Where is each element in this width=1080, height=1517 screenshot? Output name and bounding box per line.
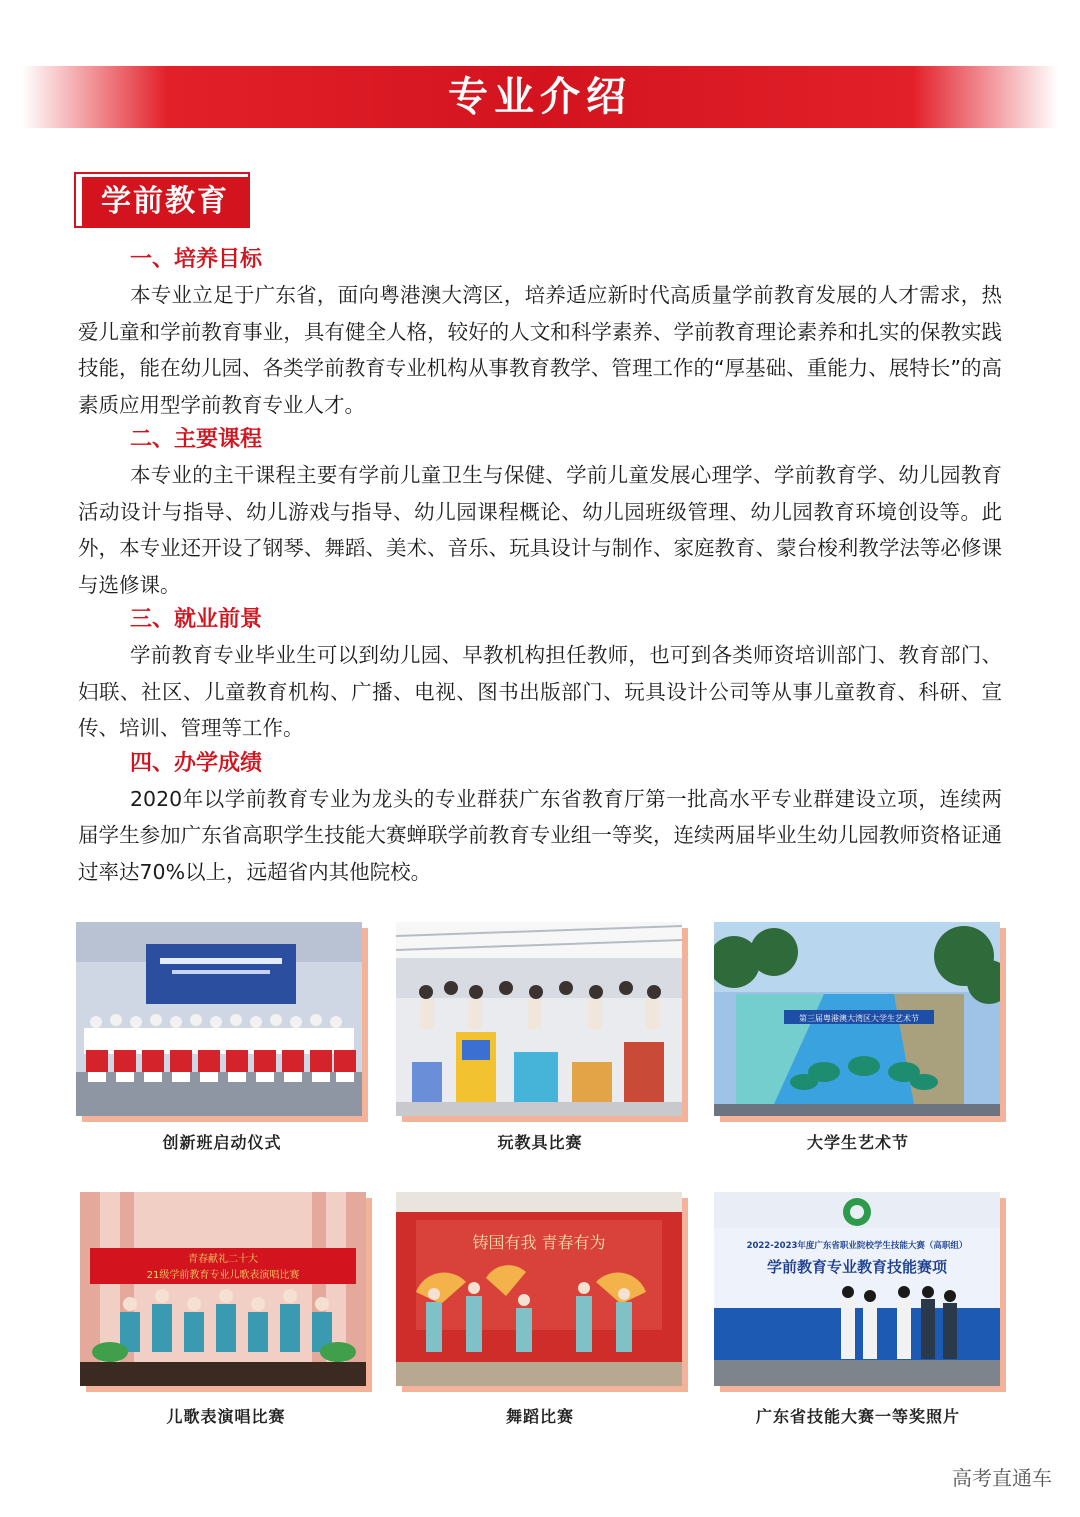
heading-courses: 二、主要课程	[130, 427, 263, 452]
art-festival-banner-text: 第三届粤港澳大湾区大学生艺术节	[799, 1014, 919, 1023]
caption-song: 儿歌表演唱比赛	[166, 1407, 286, 1426]
photo-art-festival	[714, 922, 1000, 1116]
watermark: 高考直通车	[952, 1466, 1052, 1490]
heading-achievements: 四、办学成绩	[130, 750, 263, 776]
contest-event-text: 学前教育专业教育技能赛项	[766, 1258, 948, 1276]
song-banner-line-2: 21级学前教育专业儿歌表演唱比赛	[146, 1270, 300, 1281]
photo-skills-contest	[714, 1192, 1000, 1386]
caption-dance: 舞蹈比赛	[505, 1407, 574, 1426]
photo-card-art-festival	[714, 922, 1001, 1116]
caption-toys: 玩教具比赛	[497, 1133, 583, 1152]
photo-card-song	[80, 1192, 367, 1386]
caption-ceremony: 创新班启动仪式	[162, 1133, 282, 1152]
photo-ceremony	[76, 922, 362, 1116]
contest-title-text: 2022-2023年度广东省职业院校学生技能大赛（高职组）	[746, 1241, 968, 1251]
photo-card-dance	[396, 1192, 683, 1386]
photo-card-toys	[396, 922, 683, 1116]
paragraph-courses: 本专业的主干课程主要有学前儿童卫生与保健、学前儿童发展心理学、学前教育学、幼儿园教育活动设计与指导、幼儿游戏与指导、幼儿园课程概论、幼儿园班级管理、幼儿园教育环境创设等。此外，本专业还开设了钢琴、舞蹈、美术、音乐、玩具设计与制作、家庭教育、蒙台梭利教学法等必修课与选修课。	[78, 463, 1002, 597]
heading-goals: 一、培养目标	[130, 247, 263, 272]
photo-card-skills-contest	[714, 1192, 1001, 1386]
paragraph-achievements: 2020年以学前教育专业为龙头的专业群获广东省教育厅第一批高水平专业群建设立项，连续两届学生参加广东省高职学生技能大赛蝉联学前教育专业组一等奖，连续两届毕业生幼儿园教师资格证通过率达70%以上，远超省内其他院校。	[78, 786, 1002, 884]
photo-song	[80, 1192, 366, 1386]
dance-backdrop-text: 铸国有我 青春有为	[472, 1233, 606, 1252]
section-tag: 学前教育	[82, 177, 248, 227]
caption-art-festival: 大学生艺术节	[806, 1133, 909, 1152]
photo-card-ceremony	[76, 922, 363, 1116]
photo-toys	[396, 922, 682, 1116]
page-title: 专业介绍	[448, 73, 632, 120]
paragraph-goals: 本专业立足于广东省，面向粤港澳大湾区，培养适应新时代高质量学前教育发展的人才需求，热爱儿童和学前教育事业，具有健全人格，较好的人文和科学素养、学前教育理论素养和扎实的保教实践技能，能在幼儿园、各类学前教育专业机构从事教育教学、管理工作的“厚基础、重能力、展特长”的高素质应用型学前教育专业人才。	[78, 283, 1002, 417]
top-banner	[22, 66, 1058, 128]
song-banner-line-1: 青春献礼二十大	[188, 1254, 258, 1265]
intro-content	[78, 243, 1002, 890]
paragraph-career: 学前教育专业毕业生可以到幼儿园、早教机构担任教师，也可到各类师资培训部门、教育部门、妇联、社区、儿童教育机构、广播、电视、图书出版部门、玩具设计公司等从事儿童教育、科研、宣传、培训、管理等工作。	[78, 643, 1002, 740]
photo-dance	[396, 1192, 682, 1386]
caption-skills-contest: 广东省技能大赛一等奖照片	[755, 1407, 960, 1426]
heading-career: 三、就业前景	[130, 607, 263, 632]
